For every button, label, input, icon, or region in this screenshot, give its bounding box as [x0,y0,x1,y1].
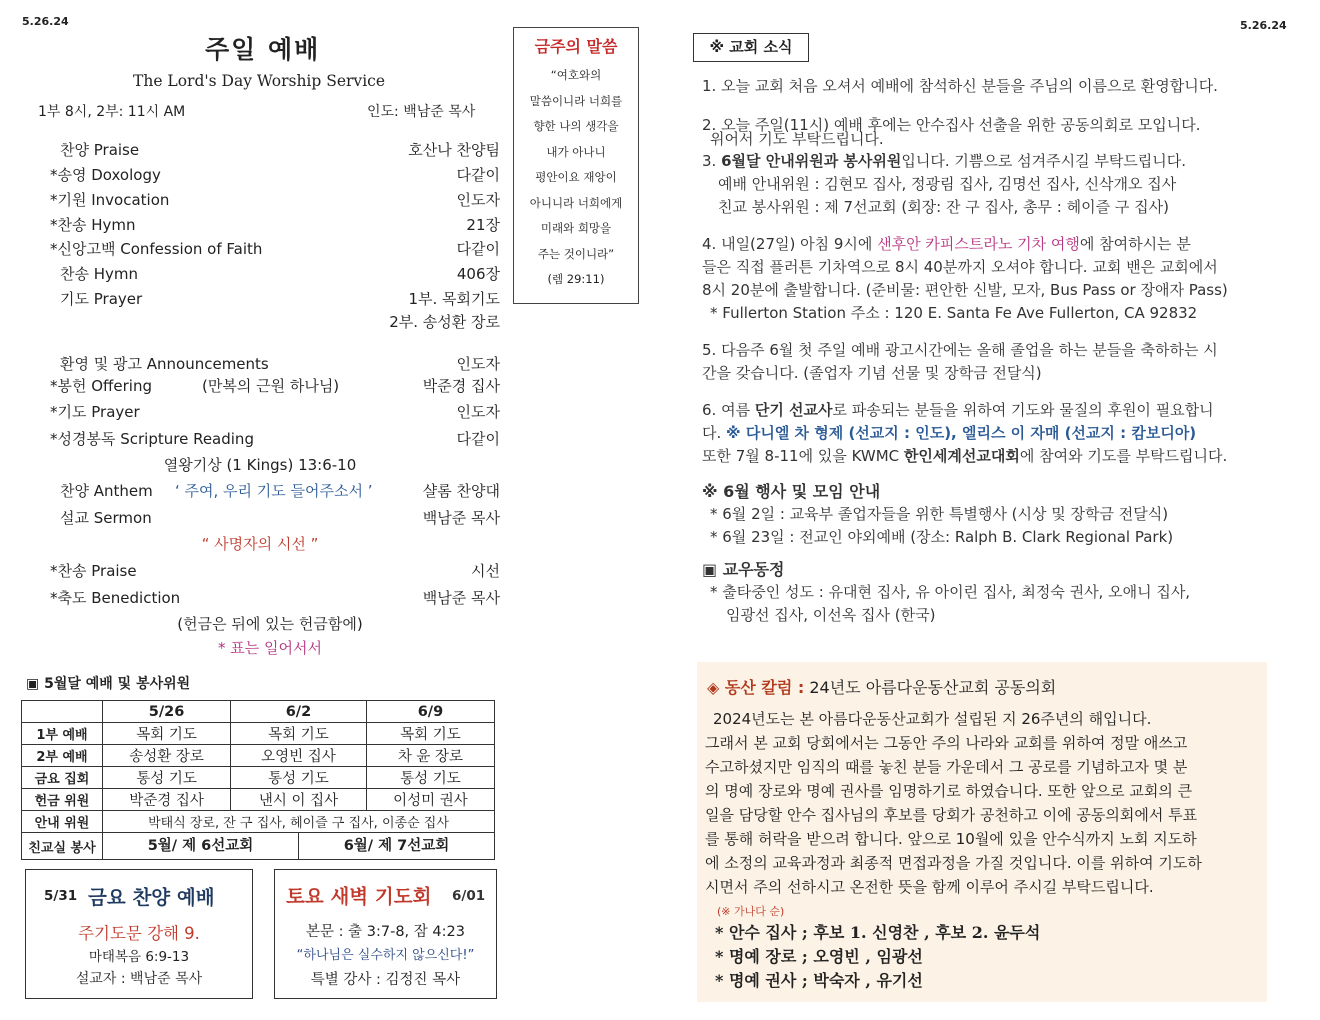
verse-line: 미래와 희망을 [540,221,612,235]
news-item-6-line3-post: 에 참여와 기도를 부탁드립니다. [1019,447,1228,465]
order-label: *찬송 Hymn [50,216,136,234]
verse-line: (렘 29:11) [547,272,605,286]
duty-split-cell [103,833,495,860]
event-1: * 6월 2일 : 교육부 졸업자들을 위한 특별행사 (시상 및 장학금 전달식) [710,505,1169,523]
news-item-4 [702,233,1262,256]
order-item [50,587,500,609]
events-title: ※ 6월 행사 및 모임 안내 [702,482,881,501]
order-item [50,288,500,310]
duty-row-label: 2부 예배 [22,745,103,767]
column-candidate: * 명예 장로 ; 오영빈 , 임광선 [715,947,923,966]
order-item [50,263,500,285]
duty-cell: 통성 기도 [366,767,494,789]
friday-topic: 주기도문 강해 9. [78,924,200,943]
duty-cell: 통성 기도 [231,767,367,789]
duty-cell: 송성환 장로 [103,745,231,767]
duty-row-label: 안내 위원 [22,811,103,833]
news-item-6-post: 로 파송되는 분들을 위하여 기도와 물질의 후원이 필요합니 [832,401,1214,419]
order-item [50,311,500,333]
news-item-6-pre: 6. 여름 [702,401,755,419]
date-left: 5.26.24 [22,15,69,28]
congregation-news-title: ▣ 교우동정 [702,560,785,579]
offering-note: (헌금은 뒤에 있는 헌금함에) [177,615,363,633]
news-item-4-line2: 들은 직접 플러튼 기차역으로 8시 40분까지 오셔야 합니다. 교회 밴은 교회에서 [702,258,1218,276]
pastor-column [697,662,1267,1002]
verse-line: 아니니라 너희에게 [529,195,623,210]
order-label: 기도 Prayer [60,290,143,308]
duty-table [21,700,495,860]
order-center-text: 열왕기상 (1 Kings) 13:6-10 [163,456,357,474]
order-item [50,353,500,375]
news-title: ※ 교회 소식 [693,33,809,62]
verse-line: 향한 나의 생각을 [533,119,619,133]
duty-cell: 차 윤 장로 [366,745,494,767]
news-item-2-cont: 위어서 기도 부탁드립니다. [710,130,884,148]
service-leader: 인도: 백남준 목사 [367,104,476,120]
weekly-verse-box [513,27,639,304]
duty-cell: 목회 기도 [103,723,231,745]
verse-line: 말씀이니라 너희를 [529,93,623,108]
verse-line: 주는 것이니라” [537,246,615,261]
column-title-text: 24년도 아름다운동산교회 공동의회 [809,678,1057,697]
news-item-3-fellowship: 친교 봉사위원 : 제 7선교회 (회장: 잔 구 집사, 총무 : 헤이즐 구 집사) [718,198,1169,216]
news-item-5: 5. 다음주 6월 첫 주일 예배 광고시간에는 올해 졸업을 하는 분들을 축하하는 시 [702,341,1218,359]
saturday-speaker: 특별 강사 : 김정진 목사 [310,972,461,988]
column-title-label: ◈ 동산 칼럼 : [707,678,805,697]
column-candidate: * 안수 집사 ; 후보 1. 신영찬 , 후보 2. 윤두석 [715,923,1041,942]
order-right: 박준경 집사 [422,377,500,395]
duty-date-header: 5/26 [103,701,231,723]
news-item-2: 2. 오늘 주일(11시) 예배 후에는 안수집사 선출을 위한 공동의회로 모입니다. [702,116,1201,134]
order-item [50,454,500,476]
order-label: *기도 Prayer [50,403,140,421]
duty-cell: 목회 기도 [366,723,494,745]
order-right: 2부. 송성환 장로 [389,313,500,331]
order-right: 인도자 [456,403,500,421]
saturday-quote: “하나님은 실수하지 않으신다!” [296,948,475,963]
duty-cell: 6월/ 제 7선교회 [343,838,450,854]
news-item-4-pre: 4. 내일(27일) 아침 9시에 [702,235,878,253]
order-item [50,375,500,397]
weekly-verse-text [514,63,638,293]
order-label: *봉헌 Offering [50,377,152,395]
duty-row [22,789,495,811]
duty-cell: 5월/ 제 6선교회 [103,833,299,859]
order-item [50,533,500,555]
friday-service-box [25,869,253,999]
verse-line: 평안이요 재앙이 [535,170,617,184]
column-line: 의 명예 장로와 명예 권사를 임명하기로 하였습니다. 또한 앞으로 교회의 큰 [705,782,1193,800]
column-note: (※ 가나다 순) [717,905,785,918]
order-item [50,480,500,502]
order-label: *찬송 Praise [50,562,137,580]
friday-title: 금요 찬양 예배 [88,886,215,909]
news-item-6-line3-pre: 또한 7월 8-11에 있을 KWMC [702,447,904,465]
news-item-3-ushers: 예배 안내위원 : 김현모 집사, 정광림 집사, 김명선 집사, 신삭개오 집사 [718,175,1177,193]
order-item [50,189,500,211]
column-candidates [715,921,1040,993]
saturday-title: 토요 새벽 기도회 [286,885,432,908]
event-2: * 6월 23일 : 전교인 야외예배 (장소: Ralph B. Clark Regional Park) [710,528,1174,546]
congregation-line-2: 임광선 집사, 이선옥 집사 (한국) [726,606,936,624]
duty-row-label: 금요 집회 [22,767,103,789]
saturday-text: 본문 : 출 3:7-8, 잠 4:23 [306,924,465,940]
order-label: 찬양 Anthem [60,482,153,500]
column-line: 를 통해 허락을 받으려 합니다. 앞으로 10월에 있을 안수식까지 노회 지도하 [705,830,1197,848]
friday-date: 5/31 [44,888,78,904]
column-candidate: * 명예 권사 ; 박숙자 , 유기선 [715,971,923,990]
news-item-5-line2: 간을 갖습니다. (졸업자 기념 선물 및 장학금 전달식) [702,364,1042,382]
duty-cell: 박준경 집사 [103,789,231,811]
duty-row-label: 1부 예배 [22,723,103,745]
duty-cell: 오영빈 집사 [231,745,367,767]
duty-cell: 이성미 권사 [366,789,494,811]
order-right: 다같이 [456,166,500,184]
friday-passage: 마태복음 6:9-13 [88,949,190,965]
duty-heading: ▣ 5월달 예배 및 봉사위원 [26,676,191,692]
duty-cell: 박태식 장로, 잔 구 집사, 헤이즐 구 집사, 이종순 집사 [103,811,495,833]
date-right: 5.26.24 [1240,19,1287,32]
column-line: 2024년도는 본 아름다운동산교회가 설립된 지 26주년의 해입니다. [713,710,1152,728]
duty-row [22,811,495,833]
news-item-3-number: 3. [702,152,722,170]
order-item [50,214,500,236]
news-item-6-line2-pre: 다. [702,424,727,442]
news-item-6-line3 [702,445,1262,468]
order-label: *축도 Benediction [50,589,181,607]
duty-row [22,745,495,767]
verse-line: 내가 아나니 [546,144,606,159]
weekly-verse-title: 금주의 말씀 [534,37,618,56]
order-right: 다같이 [456,430,500,448]
news-item-4-address: * Fullerton Station 주소 : 120 E. Santa Fe Ave Fullerton, CA 92832 [710,304,1198,322]
duty-row-label: 헌금 위원 [22,789,103,811]
service-time: 1부 8시, 2부: 11시 AM [38,104,186,120]
order-item [50,139,500,161]
news-item-6 [702,399,1262,422]
page-subtitle: The Lord's Day Worship Service [133,72,386,90]
duty-corner [22,701,103,723]
church-news [702,75,1262,627]
saturday-prayer-box [274,869,497,999]
order-right: 샬롬 찬양대 [422,482,500,500]
order-center-text: “ 사명자의 시선 ” [201,535,319,553]
order-middle: (만복의 근원 하나님) [202,377,340,395]
duty-cell: 통성 기도 [103,767,231,789]
news-item-1: 1. 오늘 교회 처음 오셔서 예배에 참석하신 분들을 주님의 이름으로 환영합니다. [702,77,1218,95]
order-right: 시선 [471,562,500,580]
news-item-4-post: 에 참여하시는 분 [1079,235,1191,253]
news-item-6-kwmc: 한인세계선교대회 [903,447,1020,465]
order-item [50,401,500,423]
duty-date-header: 6/2 [231,701,367,723]
order-middle: ‘ 주여, 우리 기도 들어주소서 ’ [175,482,373,500]
order-label: 설교 Sermon [60,509,152,527]
order-label: *신앙고백 Confession of Faith [50,240,263,258]
news-item-6-missionaries: ※ 다니엘 차 형제 (선교지 : 인도), 엘리스 이 자매 (선교지 : 캄보디아) [726,424,1197,442]
order-right: 호산나 찬양팀 [408,141,500,159]
order-label: 찬양 Praise [60,141,140,159]
order-label: 환영 및 광고 Announcements [60,355,269,373]
stand-note: * 표는 일어서서 [218,639,322,657]
order-item [50,428,500,450]
friday-speaker: 설교자 : 백남준 목사 [75,971,203,987]
column-title [707,675,1056,698]
order-item [50,507,500,529]
news-item-6-bold: 단기 선교사 [754,401,833,419]
duty-row-label: 친교실 봉사 [22,833,103,860]
column-line: 시면서 주의 선하시고 온전한 뜻을 함께 이루어 주시길 부탁드립니다. [705,878,1154,896]
saturday-date: 6/01 [452,888,486,904]
order-right: 1부. 목회기도 [408,290,500,308]
order-right: 백남준 목사 [422,509,500,527]
duty-row [22,723,495,745]
page-title: 주일 예배 [205,35,321,64]
column-body [705,707,1261,899]
order-right: 21장 [466,216,500,234]
order-label: *성경봉독 Scripture Reading [50,430,254,448]
duty-cell: 낸시 이 집사 [231,789,367,811]
column-line: 일을 담당할 안수 집사님의 후보를 당회가 공천하고 이에 공동의회에서 투표 [705,806,1198,824]
duty-row [22,833,495,860]
order-right: 백남준 목사 [422,589,500,607]
news-item-3-bold: 6월달 안내위원과 봉사위원 [721,152,902,170]
order-item [50,164,500,186]
news-item-4-line3: 8시 20분에 출발합니다. (준비물: 편안한 신발, 모자, Bus Pass or 장애자 Pass) [702,281,1228,299]
order-right: 인도자 [456,355,500,373]
order-right: 인도자 [456,191,500,209]
column-line: 수고하셨지만 임직의 때를 놓친 분들 가운데서 그 공로를 기념하고자 몇 분 [705,758,1188,776]
duty-cell: 목회 기도 [231,723,367,745]
news-item-3 [702,150,1262,173]
verse-line: “여호와의 [550,68,602,82]
news-item-6-line2 [702,422,1262,445]
order-right: 406장 [456,265,500,283]
order-label: 찬송 Hymn [60,265,139,283]
column-line: 그래서 본 교회 당회에서는 그동안 주의 나라와 교회를 위하여 정말 애쓰고 [705,734,1188,752]
congregation-line-1: * 출타중인 성도 : 유대현 집사, 유 아이린 집사, 최정숙 권사, 오애니 집사, [710,583,1191,601]
order-right: 다같이 [456,240,500,258]
news-item-4-trip: 샌후안 카피스트라노 기차 여행 [877,235,1080,253]
order-item [50,238,500,260]
news-item-3-post: 입니다. 기쁨으로 섬겨주시길 부탁드립니다. [901,152,1187,170]
order-label: *기원 Invocation [50,191,170,209]
order-label: *송영 Doxology [50,166,161,184]
column-line: 에 소정의 교육과정과 최종적 면접과정을 가질 것입니다. 이를 위하여 기도하 [705,854,1202,872]
duty-date-header: 6/9 [366,701,494,723]
order-item [50,560,500,582]
duty-row [22,767,495,789]
